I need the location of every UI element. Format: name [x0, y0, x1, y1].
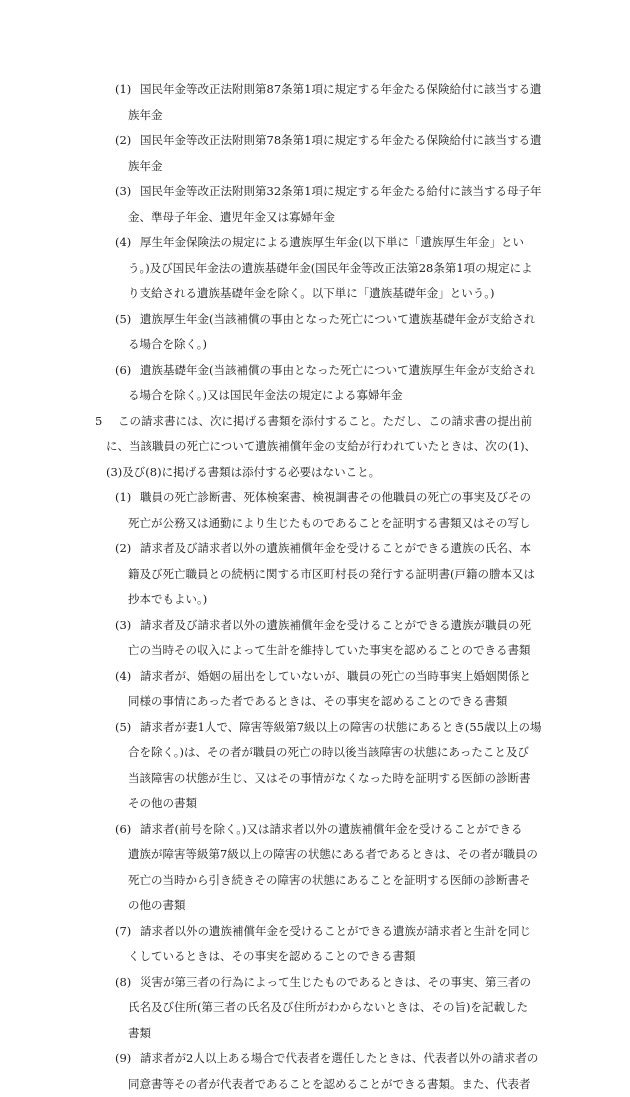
item-number: (9): [115, 1046, 131, 1072]
item-number: (8): [115, 970, 131, 996]
item-text-line: 同意書等その者が代表者であることを認めることができる書類。また、代表者: [128, 1072, 531, 1097]
item-text-line: り支給される遺族基礎年金を除く。以下単に「遺族基礎年金」という。): [128, 281, 495, 307]
item-text-line: る場合を除く。): [128, 332, 207, 358]
item-text-line: 遺族が障害等級第7級以上の障害の状態にある者であるときは、その者が職員の: [128, 842, 538, 868]
item-number: (2): [115, 128, 131, 154]
item-number: (5): [115, 307, 131, 333]
item-text-line: の他の書類: [128, 893, 186, 919]
item-text-line: に、当該職員の死亡について遺族補償年金の支給が行われていたときは、次の(1)、: [106, 434, 536, 460]
item-text-line: 族年金: [128, 103, 163, 129]
item-number: (6): [115, 358, 131, 384]
item-text-line: 金、準母子年金、遺児年金又は寡婦年金: [128, 205, 335, 231]
item-number: (6): [115, 817, 131, 843]
item-number: (3): [115, 179, 131, 205]
item-number: (2): [115, 536, 131, 562]
item-text-line: 災害が第三者の行為によって生じたものであるときは、その事実、第三者の: [140, 970, 531, 996]
item-text-line: 請求者以外の遺族補償年金を受けることができる遺族が請求者と生計を同じ: [140, 919, 531, 945]
item-number: (1): [115, 77, 131, 103]
item-text-line: 請求者及び請求者以外の遺族補償年金を受けることができる遺族の氏名、本: [140, 536, 531, 562]
item-text-line: くしているときは、その事実を認めることのできる書類: [128, 944, 416, 970]
item-text-line: 請求者及び請求者以外の遺族補償年金を受けることができる遺族が職員の死: [140, 613, 531, 639]
item-text-line: 遺族厚生年金(当該補償の事由となった死亡について遺族基礎年金が支給され: [140, 307, 535, 333]
item-text-line: 死亡の当時から引き続きその障害の状態にあることを証明する医師の診断書そ: [128, 868, 531, 894]
item-text-line: 国民年金等改正法附則第87条第1項に規定する年金たる保険給付に該当する遺: [140, 77, 541, 103]
item-number: (3): [115, 613, 131, 639]
item-text-line: 請求者が妻1人で、障害等級第7級以上の障害の状態にあるとき(55歳以上の場: [140, 715, 542, 741]
item-number: (7): [115, 919, 131, 945]
item-text-line: 死亡が公務又は通勤により生じたものであることを証明する書類又はその写し: [128, 511, 531, 537]
item-number: (1): [115, 485, 131, 511]
item-text-line: この請求書には、次に掲げる書類を添付すること。ただし、この請求書の提出前: [118, 409, 532, 435]
item-text-line: 同様の事情にあった者であるときは、その事実を認めることのできる書類: [128, 689, 507, 715]
item-text-line: う。)及び国民年金法の遺族基礎年金(国民年金等改正法第28条第1項の規定によ: [128, 256, 533, 282]
item-text-line: 国民年金等改正法附則第78条第1項に規定する年金たる保険給付に該当する遺: [140, 128, 541, 154]
item-number: (5): [115, 715, 131, 741]
item-text-line: 抄本でもよい。): [128, 587, 207, 613]
item-text-line: 厚生年金保険法の規定による遺族厚生年金(以下単に「遺族厚生年金」とい: [140, 230, 524, 256]
item-text-line: 請求者(前号を除く。)又は請求者以外の遺族補償年金を受けることができる: [140, 817, 523, 843]
item-text-line: 職員の死亡診断書、死体検案書、検視調書その他職員の死亡の事実及びその: [140, 485, 531, 511]
item-number: (4): [115, 664, 131, 690]
item-text-line: その他の書類: [128, 791, 197, 817]
item-text-line: 書類: [128, 1021, 151, 1047]
item-text-line: (3)及び(8)に掲げる書類は添付する必要はないこと。: [106, 460, 380, 486]
item-text-line: 合を除く。)は、その者が職員の死亡の時以後当該障害の状態にあったこと及び: [128, 740, 529, 766]
item-text-line: 請求者が2人以上ある場合で代表者を選任したときは、代表者以外の請求者の: [140, 1046, 538, 1072]
item-text-line: 当該障害の状態が生じ、又はその事情がなくなった時を証明する医師の診断書: [128, 766, 531, 792]
item-text-line: 族年金: [128, 154, 163, 180]
item-number: 5: [95, 409, 102, 435]
item-text-line: 国民年金等改正法附則第32条第1項に規定する年金たる給付に該当する母子年: [140, 179, 541, 205]
item-text-line: 氏名及び住所(第三者の氏名及び住所がわからないときは、その旨)を記載した: [128, 995, 528, 1021]
item-text-line: 亡の当時その収入によって生計を維持していた事実を認めることのできる書類: [128, 638, 531, 664]
item-text-line: 籍及び死亡職員との続柄に関する市区町村長の発行する証明書(戸籍の謄本又は: [128, 562, 535, 588]
item-text-line: る場合を除く。)又は国民年金法の規定による寡婦年金: [128, 383, 403, 409]
item-number: (4): [115, 230, 131, 256]
item-text-line: 請求者が、婚姻の届出をしていないが、職員の死亡の当時事実上婚姻関係と: [140, 664, 531, 690]
item-text-line: 遺族基礎年金(当該補償の事由となった死亡について遺族厚生年金が支給され: [140, 358, 535, 384]
